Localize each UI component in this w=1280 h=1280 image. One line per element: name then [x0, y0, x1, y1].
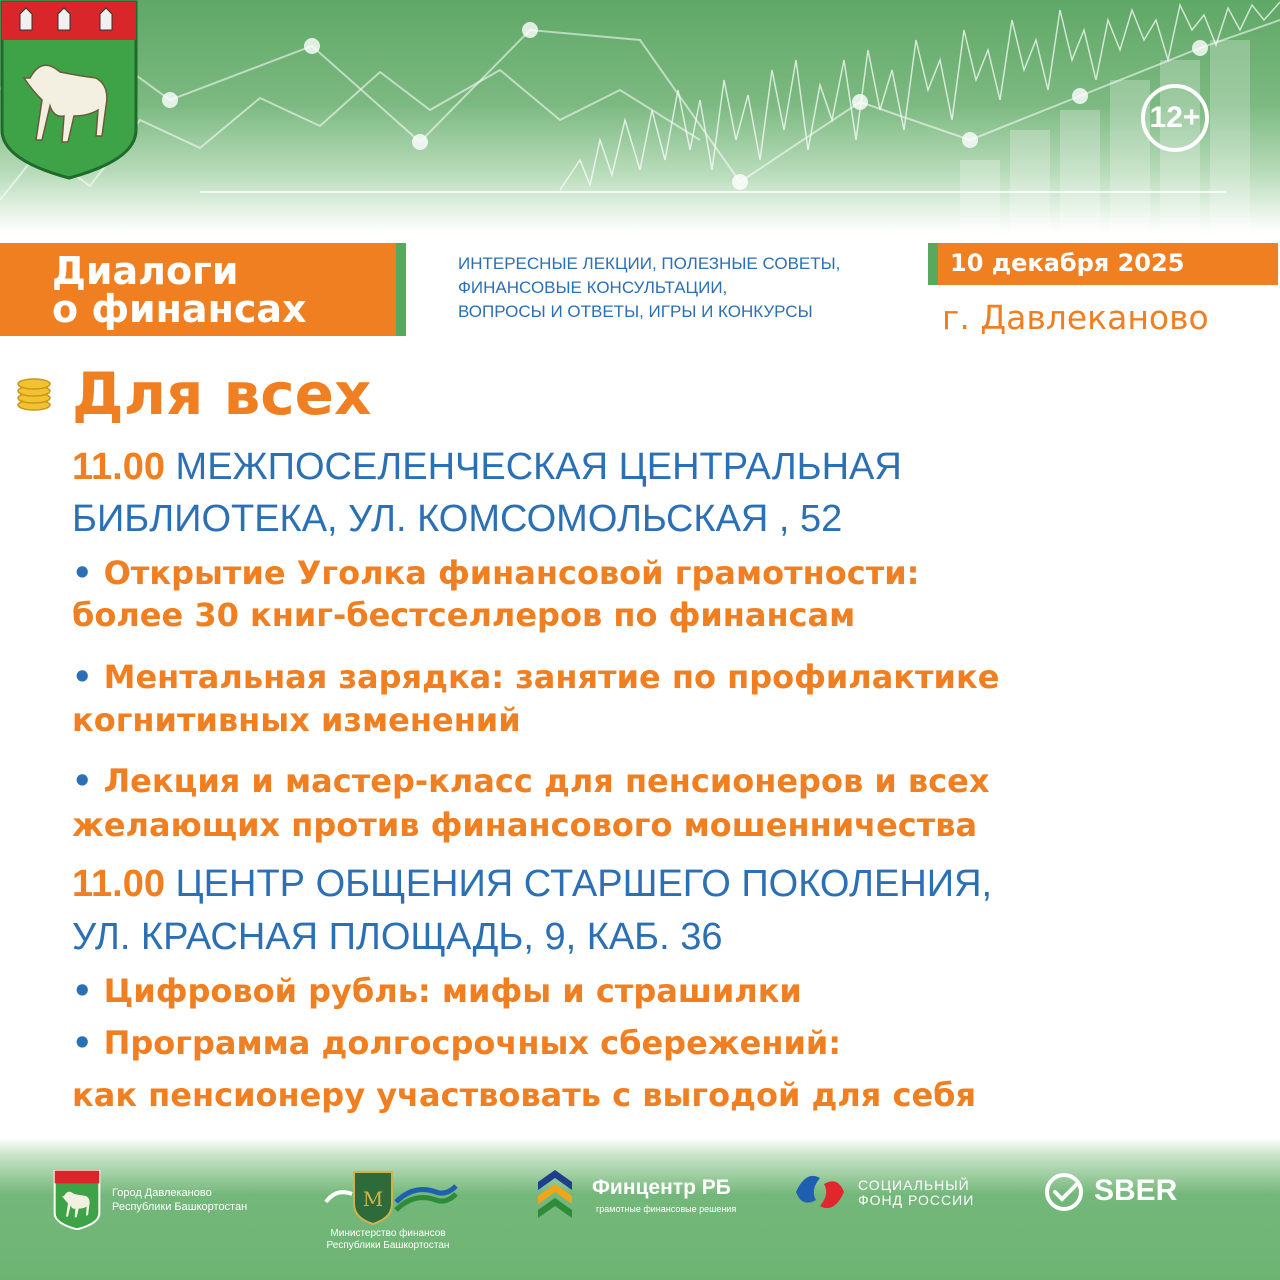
partner-ministry-name: Министерство финансов	[330, 1228, 446, 1239]
partner-socfund-logo	[792, 1168, 975, 1220]
bullet-icon: •	[72, 972, 93, 1010]
tagline-line: ИНТЕРЕСНЫЕ ЛЕКЦИИ, ПОЛЕЗНЫЕ СОВЕТЫ,	[458, 254, 841, 273]
venue-time: 11.00	[72, 863, 165, 905]
coins-icon	[16, 377, 52, 411]
event-date-badge	[928, 243, 1278, 285]
socfund-emblem-icon	[792, 1168, 848, 1216]
program-item-text: Ментальная зарядка: занятие по профилактике	[103, 658, 1000, 696]
age-rating-badge: 12+	[1141, 84, 1209, 152]
coat-of-arms-icon	[52, 1170, 102, 1230]
partner-ministry-logo	[318, 1168, 458, 1251]
ministry-emblem-icon	[318, 1168, 458, 1226]
partner-fincenter-tagline: грамотные финансовые решения	[596, 1204, 737, 1214]
partner-city-region: Республики Башкортостан	[112, 1201, 248, 1213]
program-item-text: Открытие Уголка финансовой грамотности:	[103, 554, 920, 592]
event-tagline	[458, 252, 918, 324]
hero-banner	[0, 0, 1280, 232]
partner-socfund-line2: ФОНД РОССИИ	[858, 1192, 975, 1208]
bullet-icon: •	[72, 658, 93, 696]
program-item	[72, 760, 989, 802]
program-item-text: Цифровой рубль: мифы и страшилки	[103, 972, 802, 1010]
program-item-text: Программа долгосрочных сбережений:	[103, 1024, 842, 1062]
partners-footer	[0, 1138, 1280, 1280]
venue-line	[72, 441, 902, 493]
brand-title-line2: о финансах	[52, 287, 307, 331]
event-brand-banner	[0, 243, 406, 336]
partner-fincenter-name: Финцентр РБ	[592, 1176, 731, 1199]
program-item	[72, 1022, 841, 1064]
brand-title-line1: Диалоги	[52, 249, 239, 293]
venue-line	[72, 858, 992, 910]
tagline-line: ФИНАНСОВЫЕ КОНСУЛЬТАЦИИ,	[458, 278, 728, 297]
bullet-icon: •	[72, 762, 93, 800]
partner-fincenter-logo	[536, 1168, 737, 1222]
venue-name: ЦЕНТР ОБЩЕНИЯ СТАРШЕГО ПОКОЛЕНИЯ,	[165, 863, 993, 905]
bullet-icon: •	[72, 1024, 93, 1062]
venue-name: МЕЖПОСЕЛЕНЧЕСКАЯ ЦЕНТРАЛЬНАЯ	[165, 446, 902, 488]
sber-check-icon	[1044, 1172, 1084, 1212]
program-item-continuation: более 30 книг-бестселлеров по финансам	[72, 596, 856, 634]
partner-socfund-line1: СОЦИАЛЬНЫЙ	[858, 1177, 970, 1193]
event-city: г. Давлеканово	[942, 298, 1209, 337]
program-item	[72, 656, 999, 698]
program-item-text: Лекция и мастер-класс для пенсионеров и всех	[103, 762, 990, 800]
partner-city-logo	[52, 1170, 248, 1234]
program-item	[72, 552, 919, 594]
program-item-continuation: когнитивных изменений	[72, 701, 521, 739]
fincenter-chevron-icon	[536, 1168, 574, 1218]
program-item-continuation: как пенсионеру участвовать с выгодой для себя	[72, 1076, 977, 1114]
section-title: Для всех	[72, 360, 372, 428]
program-item	[72, 970, 802, 1012]
coat-of-arms-logo	[0, 0, 138, 180]
venue-time: 11.00	[72, 446, 165, 488]
partner-ministry-region: Республики Башкортостан	[326, 1240, 450, 1251]
partner-sber-logo	[1044, 1172, 1178, 1216]
venue-address: УЛ. КРАСНАЯ ПЛОЩАДЬ, 9, КАБ. 36	[72, 916, 723, 958]
bullet-icon: •	[72, 554, 93, 592]
finance-chart-decoration	[0, 0, 1280, 232]
partner-city-name: Город Давлеканово	[112, 1187, 212, 1199]
partner-sber-name: SBER	[1094, 1174, 1178, 1207]
svg-text:М: М	[362, 1187, 384, 1211]
program-item-continuation: желающих против финансового мошенничества	[72, 806, 978, 844]
event-date: 10 декабря 2025	[950, 249, 1185, 277]
tagline-line: ВОПРОСЫ И ОТВЕТЫ, ИГРЫ И КОНКУРСЫ	[458, 302, 813, 321]
venue-address: БИБЛИОТЕКА, УЛ. КОМСОМОЛЬСКАЯ , 52	[72, 498, 843, 540]
